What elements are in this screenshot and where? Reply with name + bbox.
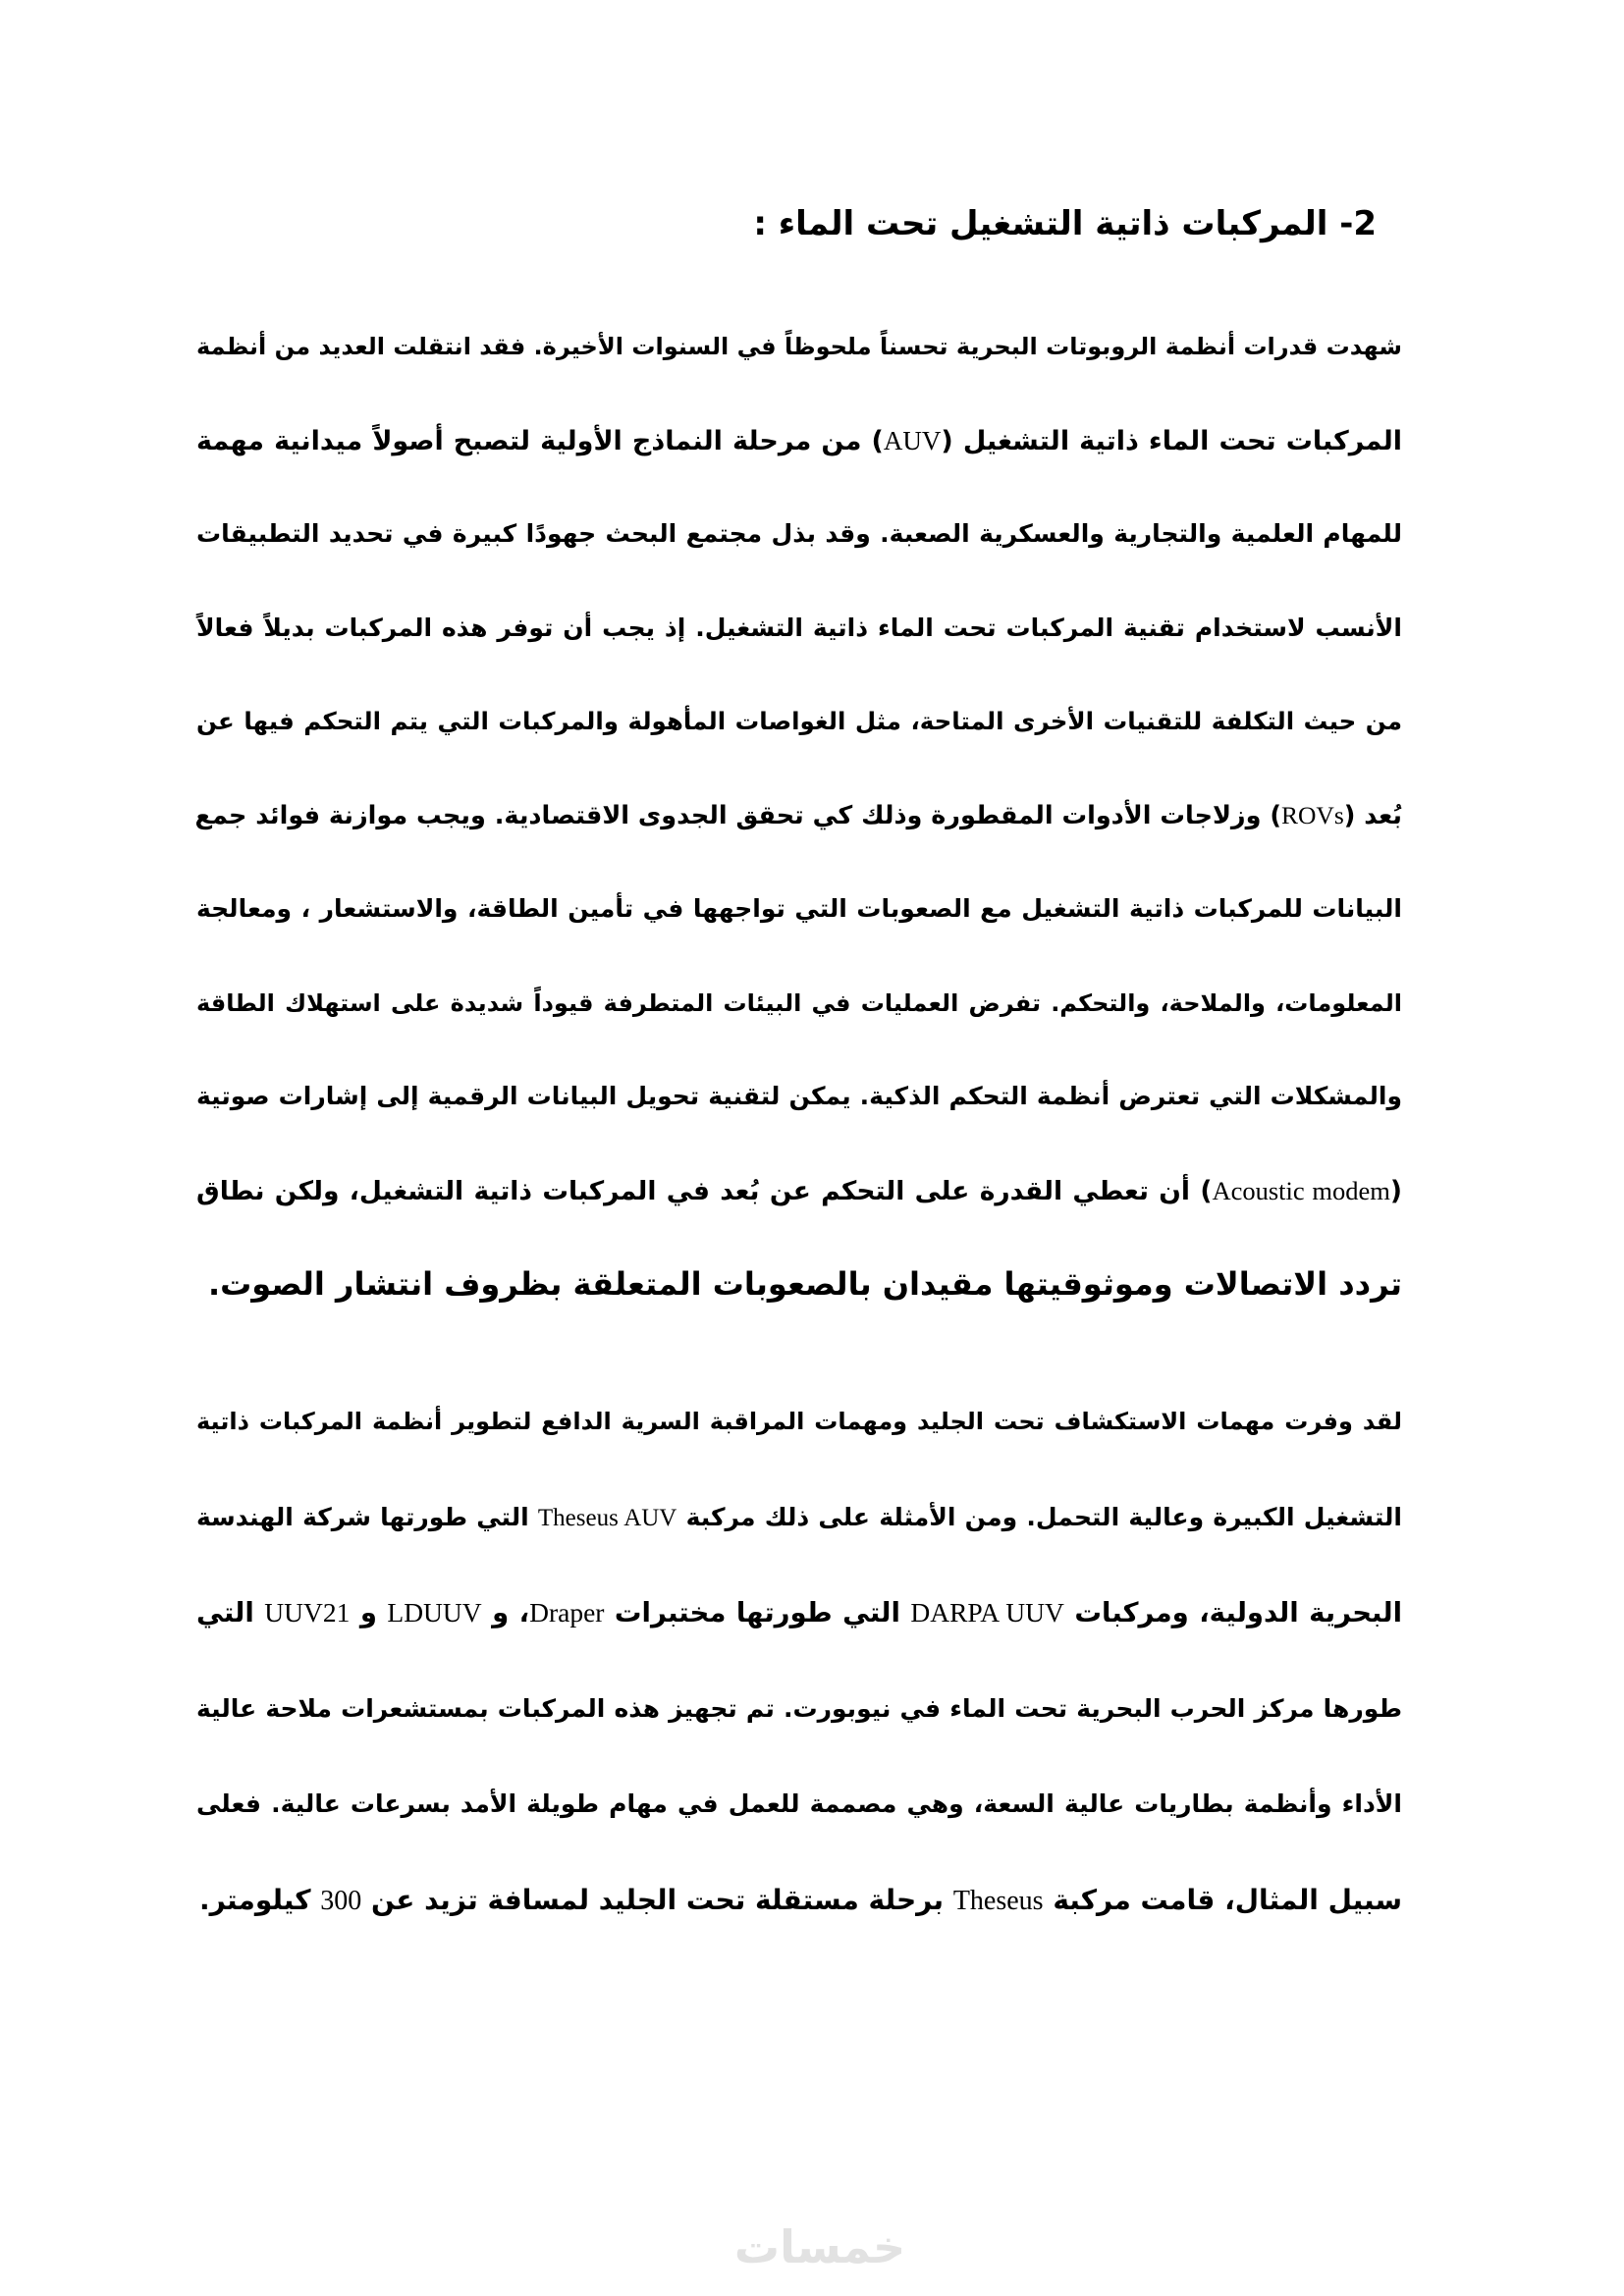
text-line: سبيل المثال، قامت مركبة Theseus برحلة مستقلة تحت الجليد لمسافة تزيد عن 300 كيلومتر. — [199, 1883, 1402, 1916]
text-line: للمهام العلمية والتجارية والعسكرية الصعبة. وقد بذل مجتمع البحث جهودًا كبيرة في تحديد التطبيقات — [196, 519, 1402, 548]
text-line: لقد وفرت مهمات الاستكشاف تحت الجليد ومهمات المراقبة السرية الدافع لتطوير أنظمة المركبات ذاتية — [196, 1408, 1402, 1435]
text-line: والمشكلات التي تعترض أنظمة التحكم الذكية. يمكن لتقنية تحويل البيانات الرقمية إلى إشارات صوتية — [196, 1082, 1402, 1110]
text-line: تردد الاتصالات وموثوقيتها مقيدان بالصعوبات المتعلقة بظروف انتشار الصوت. — [207, 1265, 1402, 1303]
text-line: شهدت قدرات أنظمة الروبوتات البحرية تحسناً ملحوظاً في السنوات الأخيرة. فقد انتقلت العديد من أنظمة — [196, 333, 1402, 360]
text-line: البيانات للمركبات ذاتية التشغيل مع الصعوبات التي تواجهها في تأمين الطاقة، والاستشعار ، ومعالجة — [196, 894, 1402, 923]
text-line: البحرية الدولية، ومركبات DARPA UUV التي طورتها مختبرات Draper، و LDUUV و UUV21 التي — [196, 1597, 1402, 1629]
text-line: الأداء وأنظمة بطاريات عالية السعة، وهي مصممة للعمل في مهام طويلة الأمد بسرعات عالية. فعلى — [196, 1789, 1402, 1818]
text-line: التشغيل الكبيرة وعالية التحمل. ومن الأمثلة على ذلك مركبة Theseus AUV التي طورتها شركة الهندسة — [196, 1502, 1402, 1531]
text-line: الأنسب لاستخدام تقنية المركبات تحت الماء ذاتية التشغيل. إذ يجب أن توفر هذه المركبات بديلاً فعالاً — [196, 613, 1402, 642]
text-line: المعلومات، والملاحة، والتحكم. تفرض العمليات في البيئات المتطرفة قيوداً شديدة على استهلاك الطاقة — [196, 988, 1402, 1017]
section-heading: 2- المركبات ذاتية التشغيل تحت الماء : — [753, 204, 1377, 243]
text-line: (Acoustic modem) أن تعطي القدرة على التحكم عن بُعد في المركبات ذاتية التشغيل، ولكن نطاق — [196, 1175, 1402, 1206]
text-line: طورها مركز الحرب البحرية تحت الماء في نيوبورت. تم تجهيز هذه المركبات بمستشعرات ملاحة عالية — [196, 1693, 1402, 1723]
text-line: من حيث التكلفة للتقنيات الأخرى المتاحة، مثل الغواصات المأهولة والمركبات التي يتم التحكم فيها عن — [196, 707, 1402, 735]
text-line: المركبات تحت الماء ذاتية التشغيل (AUV) من مرحلة النماذج الأولية لتصبح أصولاً ميدانية مهمة — [196, 425, 1402, 456]
text-line: بُعد (ROVs) وزلاجات الأدوات المقطورة وذلك كي تحقق الجدوى الاقتصادية. ويجب موازنة فوائد جمع — [194, 800, 1402, 830]
watermark-logo: خمسات — [733, 2220, 906, 2273]
